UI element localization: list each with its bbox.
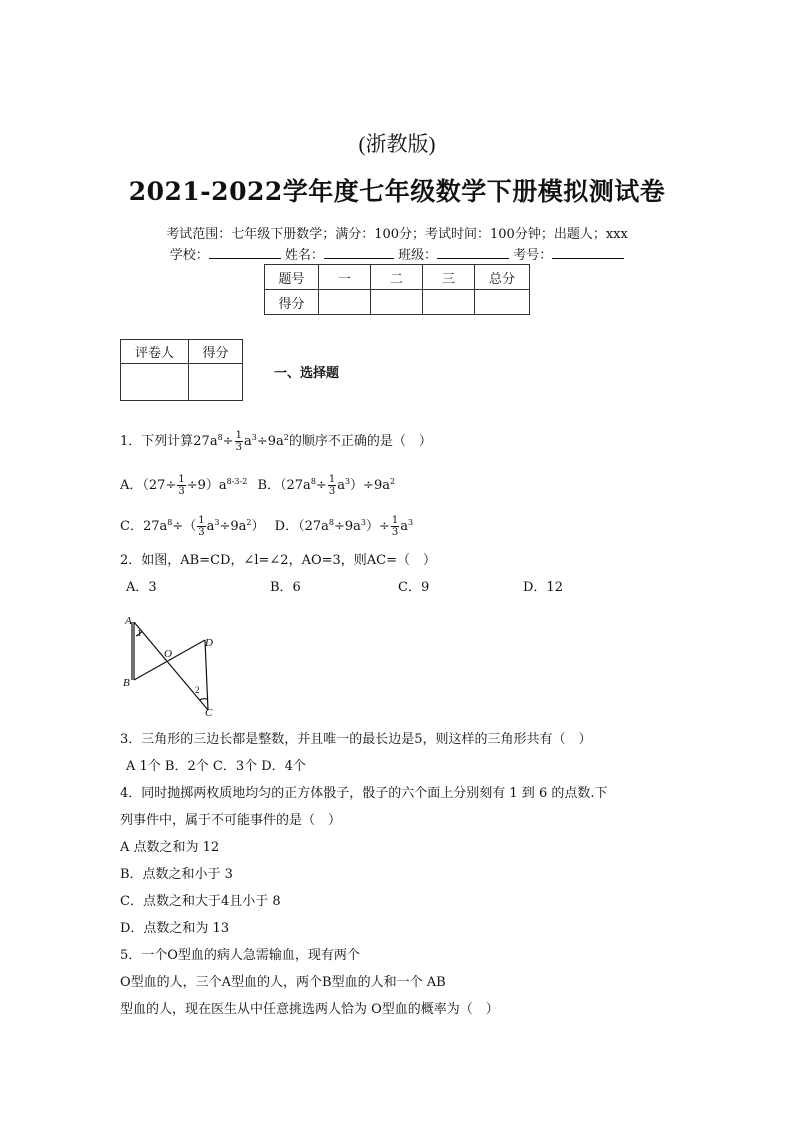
option-d-text: ）÷ <box>365 519 390 534</box>
score-header-cell: 一 <box>319 265 371 290</box>
fraction-one-third <box>177 474 185 497</box>
option-c-text: C．27a <box>120 519 168 534</box>
label-c: C <box>205 707 213 719</box>
question-1-options-cd <box>120 515 413 538</box>
q1-text: ÷9a <box>256 434 284 449</box>
paper-title: 2021-2022学年度七年级数学下册模拟测试卷 <box>128 177 666 206</box>
option-c-exponent: 3 <box>214 518 220 527</box>
question-1-options-ab <box>120 474 395 497</box>
label-2: 2 <box>195 685 200 695</box>
class-label: 班级： <box>398 248 438 263</box>
score-header-cell: 三 <box>423 265 475 290</box>
grader-table-body-row <box>121 364 243 401</box>
label-b: B <box>123 677 130 689</box>
geometry-figure-svg <box>118 610 228 720</box>
score-table-score-row <box>265 290 530 315</box>
option-b-exponent: 3 <box>344 477 351 486</box>
option-c-text: a <box>206 519 215 534</box>
score-row-label: 得分 <box>265 290 319 315</box>
q1-text: 的顺序不正确的是（ ） <box>288 434 432 449</box>
question-2-stem: 2．如图，AB=CD，∠l=∠2，AO=3，则AC=（ ） <box>120 553 437 568</box>
number-label: 考号： <box>513 248 553 263</box>
option-d-exponent: 8 <box>328 518 334 527</box>
question-1-stem <box>120 430 432 453</box>
option-d-text: D．（27a <box>274 519 329 534</box>
fraction-denominator: 3 <box>235 442 242 453</box>
score-header-cell: 题号 <box>265 265 319 290</box>
option-b-text: ）÷9a <box>350 478 390 493</box>
label-a: A <box>125 615 132 627</box>
option-c-text: ÷9a <box>219 519 247 534</box>
question-2-option-a: A．3 <box>126 580 157 595</box>
score-header-cell: 总分 <box>475 265 530 290</box>
fraction-one-third <box>391 515 399 538</box>
fraction-one-third <box>328 474 336 497</box>
segment-dc <box>205 640 208 710</box>
question-5-line-3: 型血的人，现在医生从中任意挑选两人恰为 O型血的概率为（ ） <box>120 1002 499 1017</box>
label-o: O <box>164 648 172 660</box>
school-blank[interactable] <box>209 246 281 259</box>
grader-cell[interactable] <box>121 364 189 401</box>
grader-table <box>120 339 243 401</box>
option-a-text: A．（27÷ <box>120 478 177 493</box>
q1-exponent: 2 <box>283 433 289 442</box>
fraction-numerator: 1 <box>328 474 336 485</box>
option-b-text: B．（27a <box>257 478 311 493</box>
question-5-line-2: O型血的人，三个A型血的人，两个B型血的人和一个 AB <box>120 975 446 990</box>
option-a-exponent: 8-3-2 <box>226 477 248 486</box>
fraction-numerator: 1 <box>178 474 185 485</box>
question-2-option-d: D．12 <box>523 580 563 595</box>
question-3-options: A 1个 B．2个 C．3个 D．4个 <box>126 759 306 774</box>
option-b-exponent: 2 <box>389 477 396 486</box>
fraction-denominator: 3 <box>178 486 185 497</box>
fraction-numerator: 1 <box>235 430 242 441</box>
label-d: D <box>205 637 213 649</box>
score-cell[interactable] <box>371 290 423 315</box>
question-3-stem: 3．三角形的三边长都是整数，并且唯一的最长边是5，则这样的三角形共有（ ） <box>120 732 592 747</box>
option-d-text: ÷9a <box>333 519 361 534</box>
question-4-option-b: B．点数之和小于 3 <box>120 867 233 882</box>
class-blank[interactable] <box>437 246 509 259</box>
option-c-exponent: 8 <box>167 518 173 527</box>
option-c-text: ÷（ <box>172 519 197 534</box>
student-fields <box>0 244 794 263</box>
grader-header-cell: 评卷人 <box>121 340 189 364</box>
q1-text: a <box>243 434 252 449</box>
question-4-stem-line-2: 列事件中，属于不可能事件的是（ ） <box>120 813 342 828</box>
option-c-exponent: 2 <box>246 518 252 527</box>
option-d-exponent: 3 <box>360 518 366 527</box>
segment-ac <box>134 622 208 710</box>
grader-table-header-row <box>121 340 243 364</box>
fraction-one-third <box>235 430 243 453</box>
option-b-text: a <box>337 478 345 493</box>
q1-text: 1．下列计算27a <box>120 434 218 449</box>
exam-info: 考试范围：七年级下册数学；满分：100分；考试时间：100分钟；出题人；xxx <box>166 227 628 242</box>
name-blank[interactable] <box>324 246 394 259</box>
score-table <box>264 264 530 315</box>
option-d-text: a <box>400 519 409 534</box>
grader-cell[interactable] <box>189 364 243 401</box>
question-2-option-b: B．6 <box>270 580 301 595</box>
option-d-exponent: 3 <box>408 518 414 527</box>
question-2-option-c: C．9 <box>398 580 430 595</box>
fraction-denominator: 3 <box>198 527 205 538</box>
paper-subtitle: (浙教版) <box>358 132 436 156</box>
q1-exponent: 8 <box>217 433 223 442</box>
fraction-denominator: 3 <box>391 527 399 538</box>
label-1: 1 <box>137 628 142 638</box>
question-4-stem-line-1: 4．同时抛掷两枚质地均匀的正方体骰子，骰子的六个面上分别刻有 1 到 6 的点数.下 <box>120 786 608 801</box>
q1-text: ÷ <box>222 434 234 449</box>
fraction-numerator: 1 <box>391 515 399 526</box>
question-4-option-d: D．点数之和为 13 <box>120 921 230 936</box>
question-5-line-1: 5．一个O型血的病人急需输血，现有两个 <box>120 948 360 963</box>
name-label: 姓名： <box>284 248 324 263</box>
score-cell[interactable] <box>423 290 475 315</box>
angle-2-arc <box>199 699 207 700</box>
grader-header-cell: 得分 <box>189 340 243 364</box>
segment-bd <box>134 640 205 680</box>
question-4-option-a: A 点数之和为 12 <box>120 840 220 855</box>
option-b-text: ÷ <box>315 478 327 493</box>
fraction-denominator: 3 <box>328 486 336 497</box>
score-cell[interactable] <box>319 290 371 315</box>
option-b-exponent: 8 <box>310 477 316 486</box>
fraction-numerator: 1 <box>198 515 205 526</box>
option-c-text: ） <box>251 519 265 534</box>
question-4-option-c: C．点数之和大于4且小于 8 <box>120 894 281 909</box>
number-blank[interactable] <box>552 246 624 259</box>
section-title: 一、选择题 <box>274 366 340 381</box>
score-header-cell: 二 <box>371 265 423 290</box>
fraction-one-third <box>197 515 205 538</box>
school-label: 学校： <box>169 248 209 263</box>
score-cell[interactable] <box>475 290 530 315</box>
geometry-figure <box>118 610 228 724</box>
q1-exponent: 3 <box>251 433 257 442</box>
option-a-text: ÷9）a <box>186 478 227 493</box>
score-table-header-row <box>265 265 530 290</box>
